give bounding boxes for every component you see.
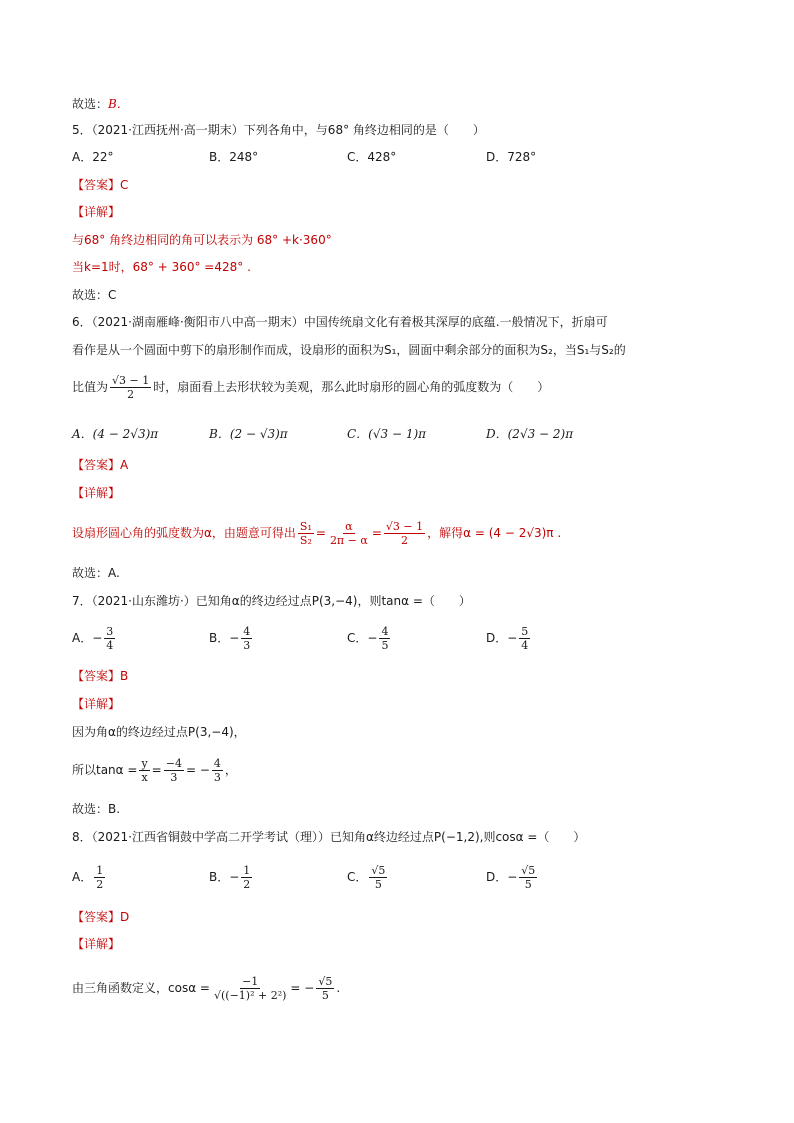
q8-answer: 【答案】D — [72, 910, 130, 924]
q7-option-d: D．− $\frac{5}{4}$ — [486, 625, 529, 652]
q7-choose: 故选：B. — [72, 802, 121, 816]
q5-stem: 5．（2021·江西抚州·高一期末）下列各角中，与68° 角终边相同的是（ ） — [72, 123, 485, 137]
q7-detail-line-2: 所以tanα = $\frac{y}{x}$ = $\frac{-4}{3}$ = − $\frac{4}{3}$ ， — [72, 757, 237, 784]
q7-option-a: A．− $\frac{3}{4}$ — [72, 625, 114, 652]
q8-stem: 8．（2021·江西省铜鼓中学高二开学考试（理））已知角α终边经过点P(−1,2),则cosα =（ ） — [72, 830, 586, 844]
q7-detail-label: 【详解】 — [72, 697, 121, 711]
q5-option-a: A．22° — [72, 150, 114, 164]
q6-detail-label: 【详解】 — [72, 486, 121, 500]
q8-option-a: A． $\frac{1}{2}$ — [72, 864, 104, 891]
q8-detail-label: 【详解】 — [72, 937, 121, 951]
q8-option-b: B．− $\frac{1}{2}$ — [209, 864, 251, 891]
q6-option-b: B．(2 − √3)π — [209, 427, 288, 441]
q5-detail-line-2: 当k=1时，68° + 360° =428° . — [72, 260, 251, 274]
q5-option-b: B．248° — [209, 150, 259, 164]
q6-choose: 故选：A. — [72, 566, 120, 580]
q5-answer: 【答案】C — [72, 178, 129, 192]
q8-detail-line: 由三角函数定义，cosα = $\frac{-1}{\text{√((−1)² + 2²)}}$ = − $\frac{√5}{5}$ . — [72, 975, 341, 1002]
q6-option-d: D．(2√3 − 2)π — [486, 427, 574, 441]
q6-detail-line: 设扇形圆心角的弧度数为α，由题意可得出 $\frac{\text{S₁}}{\text{S₂}}$ = $\frac{\alpha}{2\pi - \alpha}$ = $\frac{√3 - 1}{2}$ ，解得α = (4 − 2√3)π . — [72, 520, 562, 547]
q8-option-c: C． $\frac{√5}{5}$ — [347, 864, 386, 891]
q6-fraction-alpha: $\frac{\alpha}{2\pi - \alpha}$ — [329, 520, 368, 547]
q6-stem-line-2: 看作是从一个圆面中剪下的扇形制作而成，设扇形的面积为S₁，圆面中剩余部分的面积为S₂，当S₁与S₂的 — [72, 343, 626, 357]
q5-detail-label: 【详解】 — [72, 205, 121, 219]
q6-stem-line-1: 6．（2021·湖南雁峰·衡阳市八中高一期末）中国传统扇文化有着极其深厚的底蕴.一般情况下，折扇可 — [72, 315, 608, 329]
q7-answer: 【答案】B — [72, 669, 129, 683]
q5-option-d: D．728° — [486, 150, 537, 164]
q7-detail-line-1: 因为角α的终边经过点P(3,−4)， — [72, 725, 246, 739]
q5-detail-line-1: 与68° 角终边相同的角可以表示为 68° +k·360° — [72, 233, 332, 247]
q5-option-c: C．428° — [347, 150, 397, 164]
q5-choose: 故选：C — [72, 288, 117, 302]
q6-answer: 【答案】A — [72, 458, 129, 472]
q7-option-b: B．− $\frac{4}{3}$ — [209, 625, 251, 652]
q4-choose: 故选：B. — [72, 97, 121, 111]
q6-fraction-ratio: $\frac{√3 - 1}{2}$ — [385, 520, 424, 547]
q6-ratio-fraction: $\frac{√3 - 1}{2}$ — [112, 374, 150, 401]
q6-option-c: C．(√3 − 1)π — [347, 427, 427, 441]
q6-option-a: A．(4 − 2√3)π — [72, 427, 159, 441]
q8-option-d: D．− $\frac{√5}{5}$ — [486, 864, 536, 891]
q7-option-c: C．− $\frac{4}{5}$ — [347, 625, 389, 652]
q7-stem: 7．（2021·山东潍坊·）已知角α的终边经过点P(3,−4)，则tanα =（ ） — [72, 594, 471, 608]
q6-fraction-s1-s2: $\frac{\text{S₁}}{\text{S₂}}$ — [299, 520, 312, 547]
q6-stem-line-3: 比值为 $\frac{√3 - 1}{2}$ 时，扇面看上去形状较为美观，那么此时扇形的圆心角的弧度数为（ ） — [72, 374, 550, 401]
